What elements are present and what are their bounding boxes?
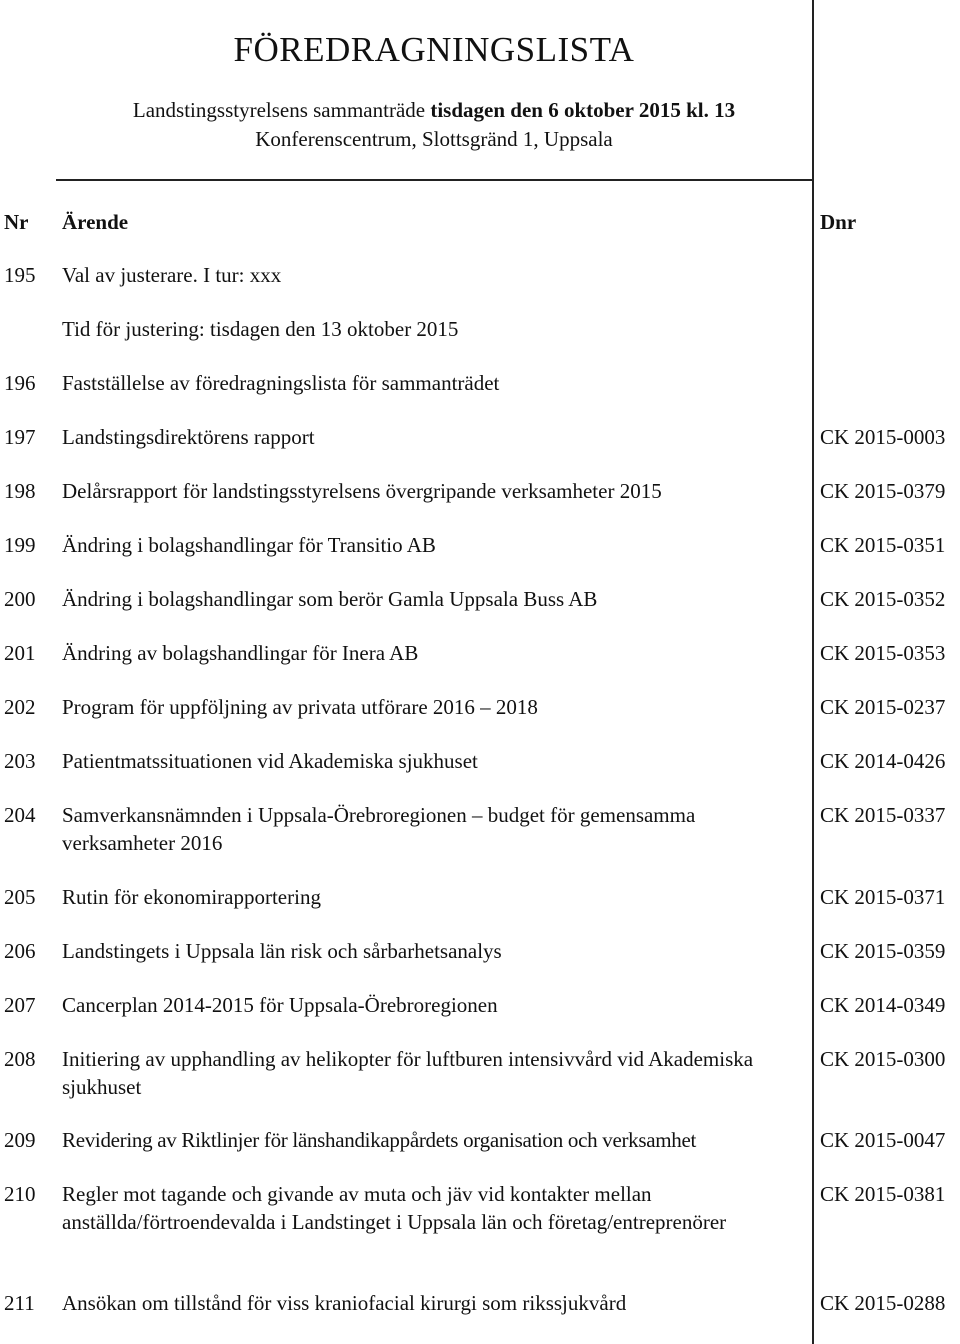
item-number: 207 xyxy=(4,993,36,1017)
item-title: Initiering av upphandling av helikopter för luftburen intensivvård vid Akademiska sjukhuset xyxy=(62,1047,754,1099)
column-header-nr: Nr xyxy=(4,210,29,234)
justering-note: Tid för justering: tisdagen den 13 oktober 2015 xyxy=(62,317,459,341)
column-divider-vertical xyxy=(812,0,814,1344)
meeting-prefix: Landstingsstyrelsens sammanträde xyxy=(132,98,431,122)
column-header-arende: Ärende xyxy=(62,210,129,234)
item-number: 202 xyxy=(4,695,36,719)
item-title: Cancerplan 2014-2015 för Uppsala-Örebroregionen xyxy=(62,993,498,1017)
item-number: 198 xyxy=(4,479,36,503)
item-number: 206 xyxy=(4,939,36,963)
item-dnr: CK 2015-0047 xyxy=(820,1128,946,1152)
item-title: Delårsrapport för landstingsstyrelsens övergripande verksamheter 2015 xyxy=(62,479,662,503)
item-dnr: CK 2015-0352 xyxy=(820,587,946,611)
item-number: 200 xyxy=(4,587,36,611)
item-dnr: CK 2015-0379 xyxy=(820,479,946,503)
item-title: Regler mot tagande och givande av muta och jäv vid kontakter mellan anställda/förtroendevalda i Landstinget i Uppsala län och företag/entreprenörer xyxy=(62,1182,727,1234)
header-divider-horizontal xyxy=(56,179,814,181)
column-header-dnr: Dnr xyxy=(820,210,857,234)
meeting-venue: Konferenscentrum, Slottsgränd 1, Uppsala xyxy=(255,127,613,151)
item-number: 197 xyxy=(4,425,36,449)
item-title: Samverkansnämnden i Uppsala-Örebroregionen – budget för gemensamma verksamheter 2016 xyxy=(62,803,696,855)
item-number: 199 xyxy=(4,533,36,557)
item-title: Fastställelse av föredragningslista för sammanträdet xyxy=(62,371,500,395)
item-number: 201 xyxy=(4,641,36,665)
item-number: 204 xyxy=(4,803,36,827)
item-dnr: CK 2015-0003 xyxy=(820,425,946,449)
item-title: Program för uppföljning av privata utförare 2016 – 2018 xyxy=(62,695,538,719)
item-dnr: CK 2014-0349 xyxy=(820,993,946,1017)
item-title: Rutin för ekonomirapportering xyxy=(62,885,321,909)
item-dnr: CK 2015-0337 xyxy=(820,803,946,827)
item-title: Ändring i bolagshandlingar som berör Gamla Uppsala Buss AB xyxy=(62,587,598,611)
item-dnr: CK 2015-0288 xyxy=(820,1291,946,1315)
item-title: Ändring av bolagshandlingar för Inera AB xyxy=(62,641,419,665)
item-title: Landstingets i Uppsala län risk och sårbarhetsanalys xyxy=(62,939,502,963)
item-dnr: CK 2014-0426 xyxy=(820,749,946,773)
item-dnr: CK 2015-0353 xyxy=(820,641,946,665)
item-number: 203 xyxy=(4,749,36,773)
item-dnr: CK 2015-0237 xyxy=(820,695,946,719)
item-title: Patientmatssituationen vid Akademiska sjukhuset xyxy=(62,749,478,773)
item-dnr: CK 2015-0371 xyxy=(820,885,946,909)
item-dnr: CK 2015-0359 xyxy=(820,939,946,963)
item-number: 208 xyxy=(4,1047,36,1071)
item-dnr: CK 2015-0351 xyxy=(820,533,946,557)
item-title: Revidering av Riktlinjer för länshandikappårdets organisation och verksamhet xyxy=(62,1128,697,1152)
item-number: 209 xyxy=(4,1128,36,1152)
item-title: Ansökan om tillstånd för viss kraniofacial kirurgi som rikssjukvård xyxy=(62,1291,627,1315)
meeting-line xyxy=(56,96,812,124)
item-dnr: CK 2015-0381 xyxy=(820,1182,946,1206)
item-title: Ändring i bolagshandlingar för Transitio AB xyxy=(62,533,436,557)
meeting-date-time: tisdagen den 6 oktober 2015 kl. 13 xyxy=(430,98,736,122)
item-number: 196 xyxy=(4,371,36,395)
item-title: Landstingsdirektörens rapport xyxy=(62,425,315,449)
item-dnr: CK 2015-0300 xyxy=(820,1047,946,1071)
document-title: FÖREDRAGNINGSLISTA xyxy=(233,30,635,69)
item-number: 195 xyxy=(4,263,36,287)
item-number: 210 xyxy=(4,1182,36,1206)
item-number: 205 xyxy=(4,885,36,909)
item-number: 211 xyxy=(4,1291,35,1315)
item-title: Val av justerare. I tur: xxx xyxy=(62,263,282,287)
